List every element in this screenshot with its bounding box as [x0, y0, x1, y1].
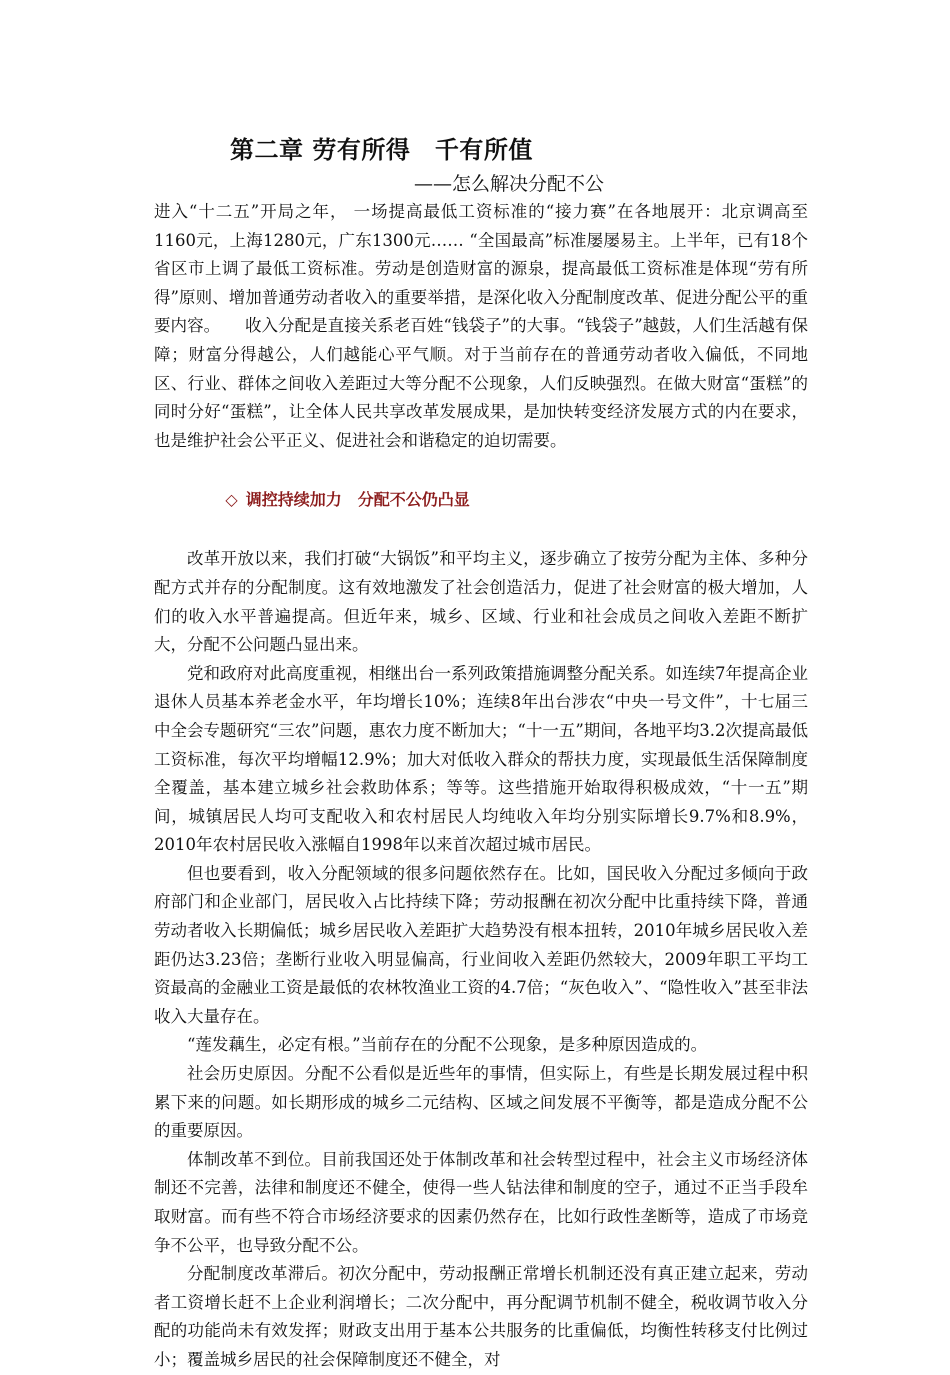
intro-paragraph: 进入“十二五”开局之年， 一场提高最低工资标准的“接力赛”在各地展开：北京调高至1160元，上海1280元，广东1300元…… “全国最高”标准屡屡易主。上半年，已有18个省区市上调了最低工资标准。劳动是创造财富的源泉，提高最低工资标准是体现“劳有所得”原则、增加普通劳动者收入的重要举措，是深化收入分配制度改革、促进分配公平的重要内容。 收入分配是直接关系老百姓“钱袋子”的大事。“钱袋子”越鼓，人们生活越有保障；财富分得越公，人们越能心平气顺。对于当前存在的普通劳动者收入偏低，不同地区、行业、群体之间收入差距过大等分配不公现象，人们反映强烈。在做大财富“蛋糕”的同时分好“蛋糕”，让全体人民共享改革发展成果，是加快转变经济发展方式的内在要求，也是维护社会公平正义、促进社会和谐稳定的迫切需要。 — [154, 202, 808, 450]
document-body — [154, 132, 808, 1375]
body-paragraph: 党和政府对此高度重视，相继出台一系列政策措施调整分配关系。如连续7年提高企业退休人员基本养老金水平，年均增长10%；连续8年出台涉农“中央一号文件”，十七届三中全会专题研究“三农”问题，惠农力度不断加大；“十一五”期间，各地平均3.2次提高最低工资标准，每次平均增幅12.9%；加大对低收入群众的帮扶力度，实现最低生活保障制度全覆盖，基本建立城乡社会救助体系；等等。这些措施开始取得积极成效，“十一五”期间，城镇居民人均可支配收入和农村居民人均纯收入年均分别实际增长9.7%和8.9%，2010年农村居民收入涨幅自1998年以来首次超过城市居民。 — [154, 663, 808, 855]
chapter-title: 第二章 劳有所得 千有所值 — [230, 136, 533, 164]
body-paragraph: 但也要看到，收入分配领域的很多问题依然存在。比如，国民收入分配过多倾向于政府部门和企业部门，居民收入占比持续下降；劳动报酬在初次分配中比重持续下降，普通劳动者收入长期偏低；城乡居民收入差距扩大趋势没有根本扭转，2010年城乡居民收入差距仍达3.23倍；垄断行业收入明显偏高，行业间收入差距仍然较大，2009年职工平均工资最高的金融业工资是最低的农林牧渔业工资的4.7倍；“灰色收入”、“隐性收入”甚至非法收入大量存在。 — [154, 863, 808, 1026]
body-paragraph: 改革开放以来，我们打破“大锅饭”和平均主义，逐步确立了按劳分配为主体、多种分配方式并存的分配制度。这有效地激发了社会创造活力，促进了社会财富的极大增加，人们的收入水平普遍提高。但近年来，城乡、区域、行业和社会成员之间收入差距不断扩大，分配不公问题凸显出来。 — [154, 549, 808, 655]
section-heading — [192, 455, 808, 545]
body-paragraph: 社会历史原因。分配不公看似是近些年的事情，但实际上，有些是长期发展过程中积累下来的问题。如长期形成的城乡二元结构、区域之间发展不平衡等，都是造成分配不公的重要原因。 — [154, 1064, 808, 1141]
body-paragraph: “莲发藕生，必定有根。”当前存在的分配不公现象，是多种原因造成的。 — [187, 1035, 708, 1055]
section-heading-text: 调控持续加力 分配不公仍凸显 — [245, 490, 470, 510]
body-paragraph: 体制改革不到位。目前我国还处于体制改革和社会转型过程中，社会主义市场经济体制还不完善，法律和制度还不健全，使得一些人钻法律和制度的空子，通过不正当手段牟取财富。而有些不符合市场经济要求的因素仍然存在，比如行政性垄断等，造成了市场竞争不公平，也导致分配不公。 — [154, 1149, 808, 1255]
diamond-outline-icon: ◇ — [225, 490, 238, 510]
body-paragraph: 分配制度改革滞后。初次分配中，劳动报酬正常增长机制还没有真正建立起来，劳动者工资增长赶不上企业利润增长；二次分配中，再分配调节机制不健全，税收调节收入分配的功能尚未有效发挥；财政支出用于基本公共服务的比重偏低，均衡性转移支付比例过小；覆盖城乡居民的社会保障制度还不健全，对 — [154, 1264, 808, 1369]
chapter-subtitle: ——怎么解决分配不公 — [414, 173, 605, 195]
